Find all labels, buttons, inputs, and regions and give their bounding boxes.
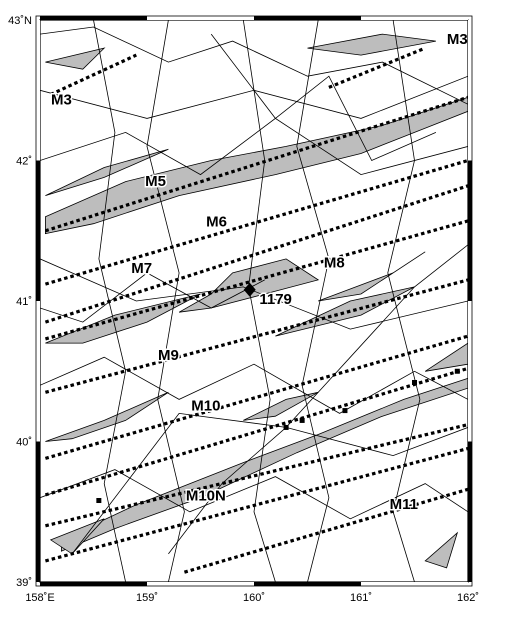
- isochron-label: M9: [157, 347, 179, 365]
- lat-tick-label: 42˚: [16, 155, 32, 168]
- lat-tick-label: 41˚: [16, 296, 32, 308]
- isochron-label: M6: [206, 213, 227, 231]
- track-marker: [300, 418, 305, 423]
- lon-tick-label: 161˚: [349, 592, 373, 604]
- lon-tick-label: 158˚E: [25, 592, 55, 604]
- lon-tick-label: 160˚: [242, 592, 266, 604]
- lat-tick-label: 40˚: [16, 436, 32, 449]
- isochron-label: M10N: [185, 487, 226, 505]
- isochron-label: M7: [131, 259, 153, 277]
- isochron-label: M10: [191, 397, 221, 415]
- drill-site-label: 1179: [259, 290, 292, 308]
- lon-tick-label: 162˚: [456, 592, 480, 604]
- lat-tick-label: 43˚N: [8, 15, 32, 27]
- isochron-label: M3: [50, 91, 72, 109]
- lat-tick-label: 39˚: [16, 577, 32, 589]
- track-marker: [96, 498, 101, 503]
- isochron-label: M3: [446, 30, 468, 48]
- isochron-label: M5: [145, 172, 166, 190]
- isochron-label: M8: [323, 254, 345, 272]
- track-marker: [455, 369, 460, 374]
- track-marker: [284, 425, 289, 430]
- track-marker: [412, 380, 417, 385]
- lon-tick-label: 159˚: [135, 592, 159, 604]
- track-marker: [342, 408, 347, 413]
- isochron-label: M11: [389, 495, 418, 513]
